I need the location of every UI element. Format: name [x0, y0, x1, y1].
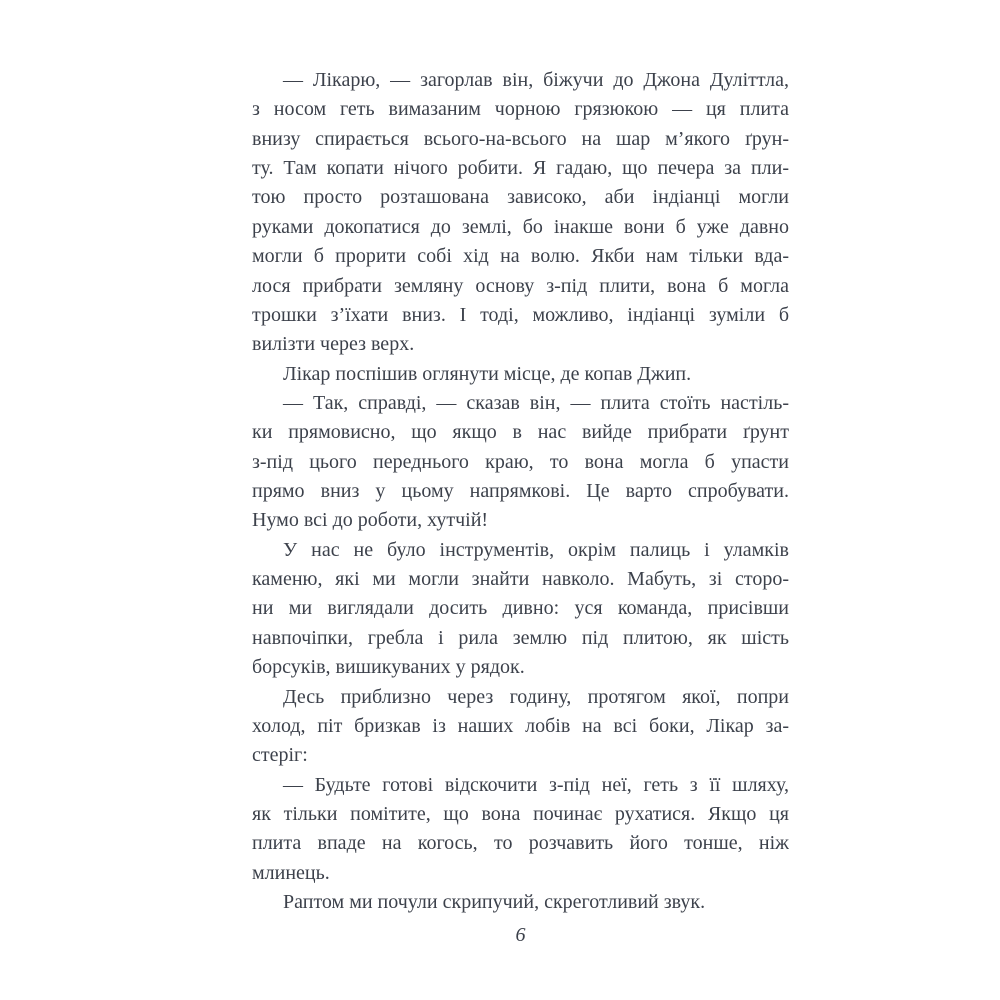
text-line: плита впаде на когось, то розчавить його тонше, ніж: [252, 832, 789, 855]
text-line: як тільки помітите, що вона починає рухатися. Якщо ця: [252, 802, 789, 825]
text-line: стеріг:: [252, 744, 308, 767]
text-line: руками докопатися до землі, бо інакше вони б уже давно: [252, 215, 789, 238]
text-line: холод, піт бризкав із наших лобів на всі боки, Лікар за-: [252, 714, 789, 737]
text-line: трошки з’їхати вниз. І тоді, можливо, індіанці зуміли б: [252, 303, 789, 326]
text-line: борсуків, вишикуваних у рядок.: [252, 656, 525, 679]
paragraph: [252, 360, 789, 389]
text-line: Лікар поспішив оглянути місце, де копав Джип.: [283, 362, 692, 385]
text-line: могли б прорити собі хід на волю. Якби нам тільки вда-: [252, 245, 789, 268]
text-line: прямо вниз у цьому напрямкові. Це варто спробувати.: [252, 480, 789, 503]
text-line: з носом геть вимазаним чорною грязюкою — ця плита: [252, 98, 789, 121]
text-line: ки прямовисно, що якщо в нас вийде прибрати ґрунт: [252, 421, 789, 444]
paragraph: [252, 536, 789, 683]
text-line: з-під цього переднього краю, то вона могла б упасти: [252, 450, 789, 473]
text-line: навпочіпки, гребла і рила землю під плитою, як шість: [252, 626, 789, 649]
text-line: — Так, справді, — сказав він, — плита стоїть настіль-: [283, 391, 789, 414]
text-line: млинець.: [252, 861, 330, 884]
paragraph: [252, 389, 789, 536]
text-line: тою просто розташована зависоко, аби індіанці могли: [252, 186, 789, 209]
text-line: — Лікарю, — загорлав він, біжучи до Джона Дуліттла,: [283, 69, 789, 91]
paragraph: [252, 66, 789, 360]
text-line: ни ми виглядали досить дивно: уся команда, присівши: [252, 597, 789, 620]
text-line: У нас не було інструментів, окрім палиць і уламків: [283, 538, 789, 561]
text-line: лося прибрати земляну основу з-під плити, вона б могла: [252, 274, 789, 297]
text-line: — Будьте готові відскочити з-під неї, геть з її шляху,: [283, 773, 789, 796]
text-line: ту. Там копати нічого робити. Я гадаю, що печера за пли-: [252, 157, 789, 180]
text-block: [252, 66, 789, 917]
text-line: вилізти через верх.: [252, 333, 415, 356]
text-line: Десь приблизно через годину, протягом якої, попри: [283, 685, 789, 708]
text-line: Раптом ми почули скрипучий, скреготливий звук.: [283, 891, 706, 914]
text-line: Нумо всі до роботи, хутчій!: [252, 509, 489, 532]
paragraph: [252, 888, 789, 917]
text-line: внизу спирається всього-на-всього на шар м’якого ґрун-: [252, 127, 789, 150]
paragraph: [252, 771, 789, 888]
paragraph: [252, 683, 789, 771]
page-number: 6: [515, 924, 526, 946]
text-line: каменю, які ми могли знайти навколо. Мабуть, зі сторо-: [252, 568, 789, 591]
